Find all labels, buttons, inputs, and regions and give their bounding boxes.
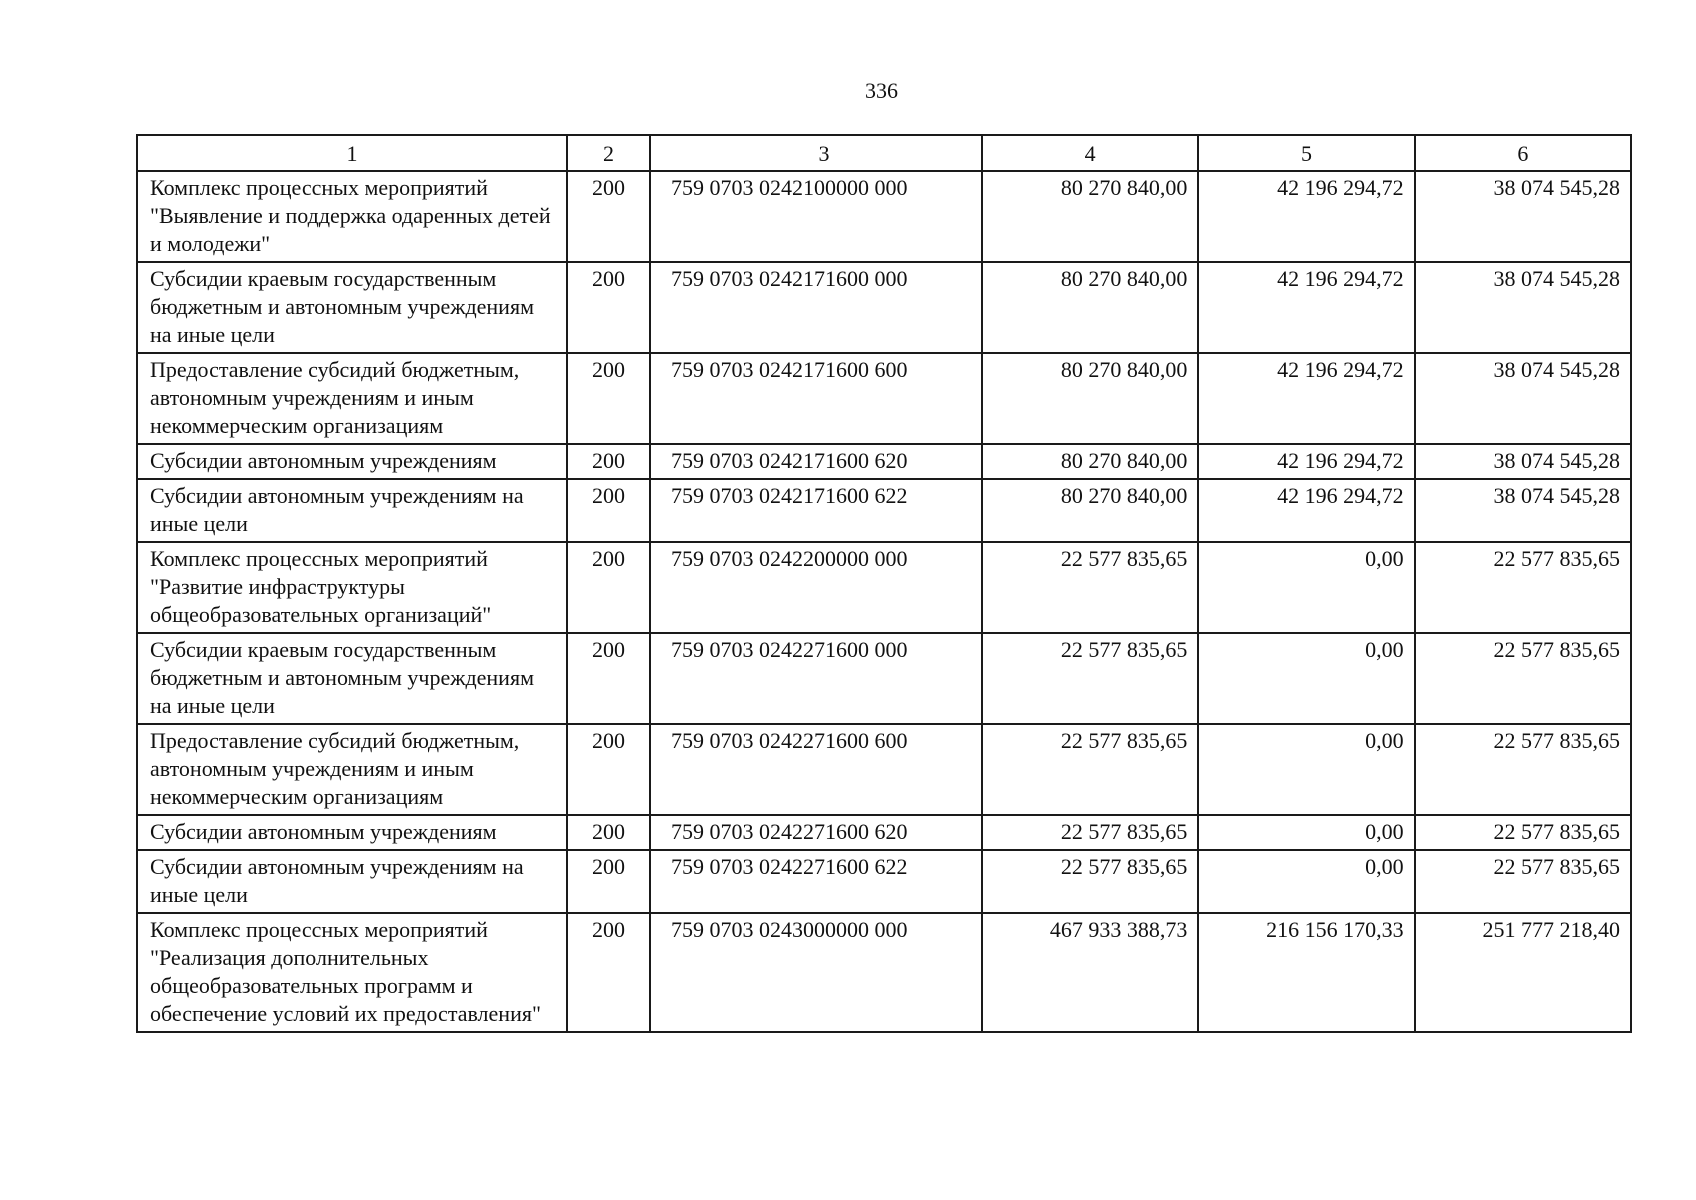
row-kbk: 759 0703 0242271600 620: [650, 815, 982, 850]
row-code: 200: [567, 633, 650, 724]
row-code: 200: [567, 542, 650, 633]
row-rest: 22 577 835,65: [1415, 542, 1631, 633]
row-rest: 38 074 545,28: [1415, 171, 1631, 262]
row-code: 200: [567, 724, 650, 815]
header-col-6: 6: [1415, 135, 1631, 171]
row-plan: 80 270 840,00: [982, 171, 1198, 262]
row-kbk: 759 0703 0242271600 622: [650, 850, 982, 913]
table-row: [137, 444, 1631, 479]
row-name: Предоставление субсидий бюджетным, автономным учреждениям и иным некоммерческим организациям: [137, 353, 567, 444]
row-plan: 22 577 835,65: [982, 815, 1198, 850]
row-plan: 80 270 840,00: [982, 262, 1198, 353]
row-kbk: 759 0703 0242100000 000: [650, 171, 982, 262]
row-fact: 42 196 294,72: [1198, 444, 1414, 479]
row-name: Субсидии краевым государственным бюджетным и автономным учреждениям на иные цели: [137, 633, 567, 724]
row-name: Субсидии автономным учреждениям на иные цели: [137, 850, 567, 913]
row-rest: 38 074 545,28: [1415, 479, 1631, 542]
header-col-5: 5: [1198, 135, 1414, 171]
table-row: [137, 542, 1631, 633]
row-fact: 0,00: [1198, 850, 1414, 913]
row-kbk: 759 0703 0242200000 000: [650, 542, 982, 633]
row-rest: 22 577 835,65: [1415, 724, 1631, 815]
row-code: 200: [567, 262, 650, 353]
row-name: Субсидии автономным учреждениям на иные цели: [137, 479, 567, 542]
row-kbk: 759 0703 0242271600 600: [650, 724, 982, 815]
table-row: [137, 633, 1631, 724]
row-rest: 38 074 545,28: [1415, 262, 1631, 353]
row-kbk: 759 0703 0242171600 620: [650, 444, 982, 479]
row-fact: 42 196 294,72: [1198, 262, 1414, 353]
table-row: [137, 262, 1631, 353]
row-rest: 22 577 835,65: [1415, 633, 1631, 724]
header-row: [137, 135, 1631, 171]
row-code: 200: [567, 850, 650, 913]
row-code: 200: [567, 171, 650, 262]
row-name: Комплекс процессных мероприятий "Развитие инфраструктуры общеобразовательных организаций": [137, 542, 567, 633]
row-fact: 216 156 170,33: [1198, 913, 1414, 1032]
row-plan: 467 933 388,73: [982, 913, 1198, 1032]
table-row: [137, 850, 1631, 913]
row-plan: 22 577 835,65: [982, 633, 1198, 724]
row-fact: 0,00: [1198, 542, 1414, 633]
row-rest: 22 577 835,65: [1415, 815, 1631, 850]
row-fact: 42 196 294,72: [1198, 353, 1414, 444]
header-col-3: 3: [650, 135, 982, 171]
row-rest: 22 577 835,65: [1415, 850, 1631, 913]
row-code: 200: [567, 479, 650, 542]
header-col-4: 4: [982, 135, 1198, 171]
row-name: Предоставление субсидий бюджетным, автономным учреждениям и иным некоммерческим организациям: [137, 724, 567, 815]
row-fact: 0,00: [1198, 724, 1414, 815]
row-name: Субсидии краевым государственным бюджетным и автономным учреждениям на иные цели: [137, 262, 567, 353]
page-number: 336: [865, 78, 898, 103]
row-code: 200: [567, 815, 650, 850]
row-name: Субсидии автономным учреждениям: [137, 444, 567, 479]
table-row: [137, 815, 1631, 850]
row-kbk: 759 0703 0242171600 622: [650, 479, 982, 542]
table-row: [137, 171, 1631, 262]
header-col-2: 2: [567, 135, 650, 171]
budget-table: [136, 134, 1632, 1033]
row-fact: 0,00: [1198, 633, 1414, 724]
row-plan: 22 577 835,65: [982, 542, 1198, 633]
row-name: Комплекс процессных мероприятий "Выявление и поддержка одаренных детей и молодежи": [137, 171, 567, 262]
table-row: [137, 913, 1631, 1032]
table-header: [137, 135, 1631, 171]
row-plan: 22 577 835,65: [982, 724, 1198, 815]
table-body: [137, 171, 1631, 1032]
row-kbk: 759 0703 0242171600 000: [650, 262, 982, 353]
row-fact: 0,00: [1198, 815, 1414, 850]
row-plan: 80 270 840,00: [982, 479, 1198, 542]
row-kbk: 759 0703 0242271600 000: [650, 633, 982, 724]
row-fact: 42 196 294,72: [1198, 171, 1414, 262]
row-rest: 38 074 545,28: [1415, 444, 1631, 479]
row-code: 200: [567, 913, 650, 1032]
table-row: [137, 479, 1631, 542]
row-kbk: 759 0703 0242171600 600: [650, 353, 982, 444]
row-rest: 38 074 545,28: [1415, 353, 1631, 444]
row-name: Субсидии автономным учреждениям: [137, 815, 567, 850]
row-fact: 42 196 294,72: [1198, 479, 1414, 542]
row-plan: 80 270 840,00: [982, 444, 1198, 479]
table-row: [137, 724, 1631, 815]
row-code: 200: [567, 353, 650, 444]
row-code: 200: [567, 444, 650, 479]
row-plan: 80 270 840,00: [982, 353, 1198, 444]
row-name: Комплекс процессных мероприятий "Реализация дополнительных общеобразовательных программ и обеспечение условий их предоставления": [137, 913, 567, 1032]
row-plan: 22 577 835,65: [982, 850, 1198, 913]
table-row: [137, 353, 1631, 444]
row-rest: 251 777 218,40: [1415, 913, 1631, 1032]
header-col-1: 1: [137, 135, 567, 171]
row-kbk: 759 0703 0243000000 000: [650, 913, 982, 1032]
